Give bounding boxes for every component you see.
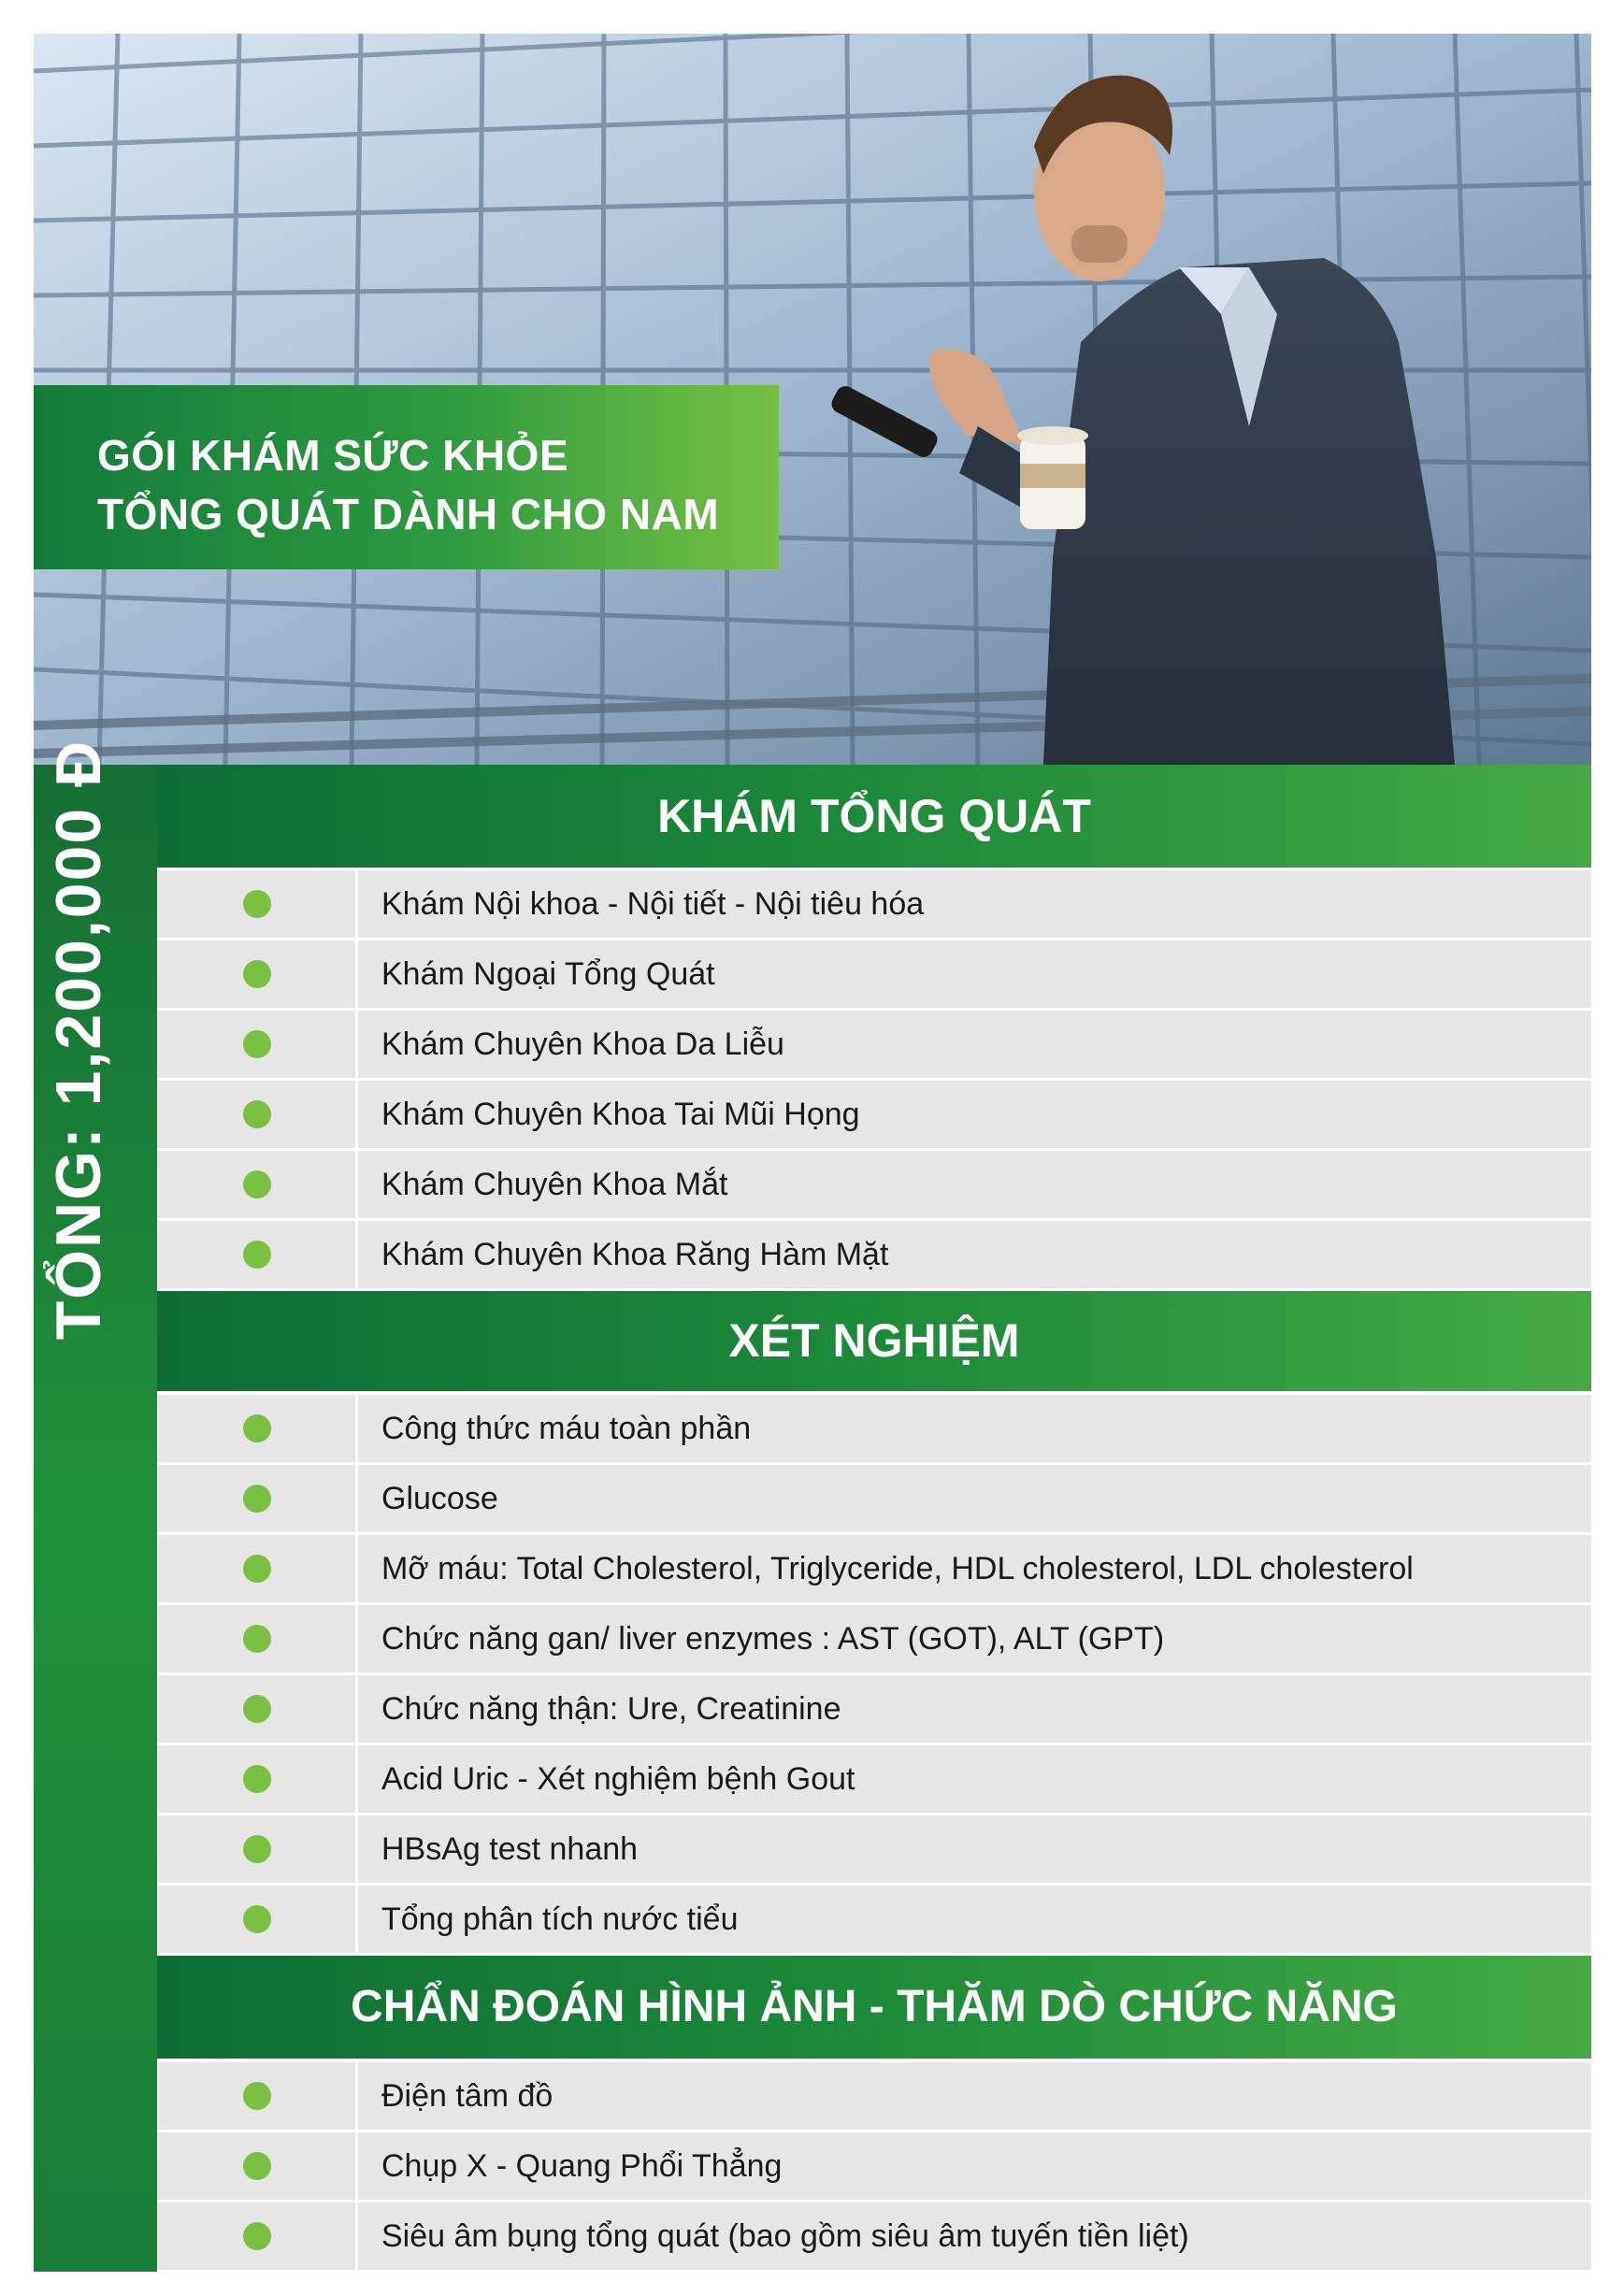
bullet-dot-icon xyxy=(243,1030,271,1058)
list-item xyxy=(157,2203,1591,2270)
bullet-dot-icon xyxy=(243,2152,271,2180)
item-label: Khám Chuyên Khoa Da Liễu xyxy=(381,1026,784,1062)
bullet-dot-icon xyxy=(243,1765,271,1793)
bullet-dot-icon xyxy=(243,1695,271,1723)
item-label: Siêu âm bụng tổng quát (bao gồm siêu âm tuyến tiền liệt) xyxy=(381,2218,1189,2254)
bullet-dot-icon xyxy=(243,1835,271,1863)
item-label: Khám Chuyên Khoa Mắt xyxy=(381,1167,728,1202)
bullet-dot-icon xyxy=(243,1625,271,1653)
item-label: Mỡ máu: Total Cholesterol, Triglyceride, HDL cholesterol, LDL cholesterol xyxy=(381,1551,1414,1586)
item-label: Acid Uric - Xét nghiệm bệnh Gout xyxy=(381,1761,855,1797)
list-item xyxy=(157,1886,1591,1953)
total-price: TỔNG: 1,200,000 Đ xyxy=(43,739,114,1341)
bullet-dot-icon xyxy=(243,1100,271,1128)
list-item xyxy=(157,940,1591,1008)
item-label: Điện tâm đồ xyxy=(381,2078,553,2114)
item-label: Công thức máu toàn phần xyxy=(381,1411,752,1446)
bullet-dot-icon xyxy=(243,1241,271,1269)
bullet-dot-icon xyxy=(243,1555,271,1583)
item-label: Tổng phân tích nước tiểu xyxy=(381,1901,739,1937)
item-label: Khám Chuyên Khoa Răng Hàm Mặt xyxy=(381,1237,889,1272)
item-label: Chụp X - Quang Phổi Thẳng xyxy=(381,2148,783,2184)
list-item xyxy=(157,1815,1591,1883)
bullet-dot-icon xyxy=(243,1170,271,1198)
bullet-dot-icon xyxy=(243,1414,271,1442)
item-label: Khám Chuyên Khoa Tai Mũi Họng xyxy=(381,1097,860,1132)
item-label: HBsAg test nhanh xyxy=(381,1831,639,1867)
item-label: Glucose xyxy=(381,1481,498,1516)
item-label: Chức năng gan/ liver enzymes : AST (GOT), ALT (GPT) xyxy=(381,1621,1165,1657)
bullet-dot-icon xyxy=(243,890,271,918)
item-label: Khám Ngoại Tổng Quát xyxy=(381,956,715,992)
section-title-lab-tests: XÉT NGHIỆM xyxy=(157,1291,1591,1391)
list-item xyxy=(157,1395,1591,1462)
list-item xyxy=(157,1465,1591,1532)
list-item xyxy=(157,1081,1591,1148)
bullet-dot-icon xyxy=(243,1905,271,1933)
list-item xyxy=(157,1011,1591,1078)
section-title-imaging: CHẨN ĐOÁN HÌNH ẢNH - THĂM DÒ CHỨC NĂNG xyxy=(157,1956,1591,2059)
list-item xyxy=(157,1151,1591,1218)
title-line-2: TỔNG QUÁT DÀNH CHO NAM xyxy=(97,490,720,538)
list-item xyxy=(157,1605,1591,1672)
list-item xyxy=(157,1675,1591,1743)
bullet-dot-icon xyxy=(243,960,271,988)
list-item xyxy=(157,1221,1591,1288)
bullet-dot-icon xyxy=(243,2082,271,2110)
section-title-general-exam: KHÁM TỔNG QUÁT xyxy=(157,765,1591,868)
title-line-1: GÓI KHÁM SỨC KHỎE xyxy=(97,431,569,480)
item-label: Chức năng thận: Ure, Creatinine xyxy=(381,1691,841,1727)
title-box xyxy=(34,385,779,569)
hero-banner xyxy=(34,34,1591,765)
bullet-dot-icon xyxy=(243,1485,271,1513)
list-item xyxy=(157,870,1591,938)
list-item xyxy=(157,2062,1591,2130)
list-item xyxy=(157,1745,1591,1813)
list-item xyxy=(157,2132,1591,2200)
bullet-dot-icon xyxy=(243,2222,271,2250)
item-label: Khám Nội khoa - Nội tiết - Nội tiêu hóa xyxy=(381,886,925,922)
list-item xyxy=(157,1535,1591,1602)
